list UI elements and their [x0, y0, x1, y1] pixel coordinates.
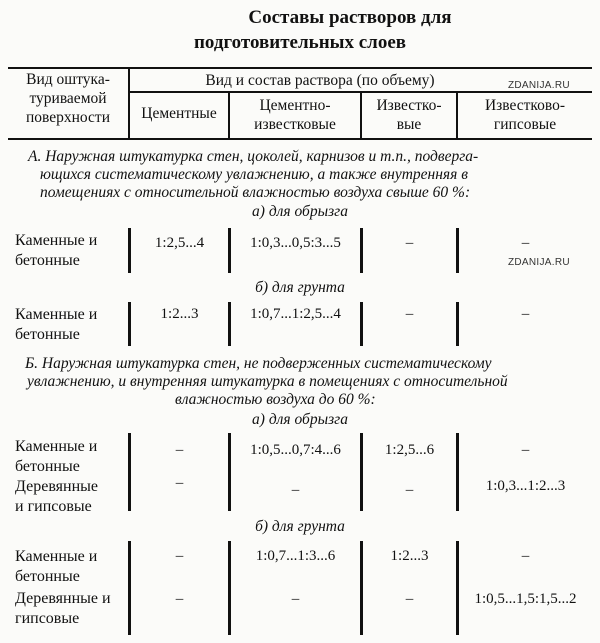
section-a-text: [28, 148, 593, 202]
section-b-line1: Б. Наружная штукатурка стен, не подверженных систематическому: [25, 355, 492, 372]
row-b-a1-surface-line2: бетонные: [15, 458, 80, 475]
table-top-rule: [8, 67, 592, 69]
section-a-subheading-a: а) для обрызга: [252, 203, 348, 220]
row-b-a2-surface-line2: и гипсовые: [15, 498, 92, 515]
header-group-label: Вид и состав раствора (по объему): [205, 72, 435, 89]
row-b-b2-surface-line1: Деревянные и: [15, 590, 111, 607]
row-b-a2-cement: –: [175, 475, 184, 491]
header-col-lime-gypsum: [458, 96, 592, 134]
section-a-line2: ющихся систематическому увлажнению, а также внутренняя в: [40, 166, 468, 183]
row-a-a-surface-line2: бетонные: [15, 252, 80, 269]
row-b-b2-lime: –: [405, 591, 414, 607]
section-b-line2: увлажнению, и внутренняя штукатурка в помещениях с относительной: [27, 373, 508, 390]
row-b-b2-surface: [15, 589, 111, 629]
row-a-a-surface: [15, 231, 97, 271]
watermark-top: ZDANIJA.RU: [508, 80, 570, 91]
section-a-line3: помещениях с относительной влажностью воздуха свыше 60 %:: [40, 184, 471, 201]
header-surface: [10, 70, 126, 127]
row-a-b-surface: [15, 305, 97, 345]
row-b-b1-surface: [15, 547, 97, 587]
row-a-b-surface-line2: бетонные: [15, 326, 80, 343]
row-b-a1-surface: [15, 437, 97, 477]
row-a-a-cement-lime: 1:0,3...0,5:3...5: [250, 235, 341, 251]
row-b-a1-lime-gypsum: –: [521, 442, 530, 458]
section-b-text: [25, 355, 593, 409]
row-b-b2-surface-line2: гипсовые: [15, 610, 80, 627]
row-a-a-lime-gypsum: –: [521, 235, 530, 251]
row-b-a2-lime-gypsum: 1:0,3...1:2...3: [485, 478, 566, 494]
header-surface-line2: туриваемой: [29, 90, 107, 107]
row-a-a-surface-line1: Каменные и: [15, 232, 98, 249]
header-col-lime-line1: Известко-: [376, 97, 442, 114]
section-a-line1: А. Наружная штукатурка стен, цоколей, карнизов и т.п., подверга-: [28, 148, 479, 165]
section-b-subheading-b: б) для грунта: [255, 518, 345, 535]
row-a-b-surface-line1: Каменные и: [15, 306, 98, 323]
row-a-b-lime: –: [405, 306, 414, 322]
row-b-a2-cement-lime: –: [291, 482, 300, 498]
header-surface-line1: Вид оштука-: [26, 71, 110, 88]
row-b-b1-surface-line1: Каменные и: [15, 548, 98, 565]
row-b-a2-surface-line1: Деревянные: [15, 478, 98, 495]
row-a-a-lime: –: [405, 235, 414, 251]
row-a-b-lime-gypsum: –: [521, 306, 530, 322]
row-b-b2-cement-lime: –: [291, 591, 300, 607]
row-b-a1-cement: –: [175, 442, 184, 458]
header-col-cement-line1: Цементные: [141, 105, 217, 122]
row-b-b1-cement-lime: 1:0,7...1:3...6: [255, 548, 336, 564]
watermark-mid: ZDANIJA.RU: [508, 257, 570, 268]
row-b-a2-lime: –: [405, 482, 414, 498]
header-col-cement-lime-line1: Цементно-: [259, 97, 331, 114]
header-col-lime-gypsum-line2: гипсовые: [493, 116, 557, 133]
header-col-cement-lime-line2: известковые: [254, 116, 336, 133]
page-title-line2: подготовительных слоев: [193, 32, 407, 53]
page-title-line1: Составы растворов для: [248, 7, 452, 28]
row-a-a-cement: 1:2,5...4: [154, 235, 205, 251]
header-bottom-rule: [8, 138, 592, 140]
row-b-b2-lime-gypsum: 1:0,5...1,5:1,5...2: [474, 591, 577, 607]
header-col-lime-gypsum-line1: Известково-: [484, 97, 566, 114]
section-a-subheading-b: б) для грунта: [255, 279, 345, 296]
row-a-b-cement-lime: 1:0,7...1:2,5...4: [250, 306, 341, 322]
header-surface-line3: поверхности: [25, 109, 111, 126]
row-b-a1-lime: 1:2,5...6: [384, 442, 435, 458]
row-b-a1-cement-lime: 1:0,5...0,7:4...6: [250, 442, 341, 458]
row-b-b1-cement: –: [175, 548, 184, 564]
row-b-b1-surface-line2: бетонные: [15, 568, 80, 585]
row-b-b1-lime-gypsum: –: [521, 548, 530, 564]
section-b-line3: влажностью воздуха до 60 %:: [175, 391, 376, 408]
header-col-lime: [362, 96, 456, 134]
header-col-cement: [130, 104, 228, 123]
row-b-a1-surface-line1: Каменные и: [15, 438, 98, 455]
row-b-b1-lime: 1:2...3: [390, 548, 429, 564]
row-a-b-cement: 1:2...3: [160, 306, 199, 322]
header-col-lime-line2: вые: [396, 116, 422, 133]
row-b-a2-surface: [15, 477, 98, 517]
row-b-b2-cement: –: [175, 591, 184, 607]
section-b-subheading-a: а) для обрызга: [252, 411, 348, 428]
header-col-cement-lime: [230, 96, 360, 134]
